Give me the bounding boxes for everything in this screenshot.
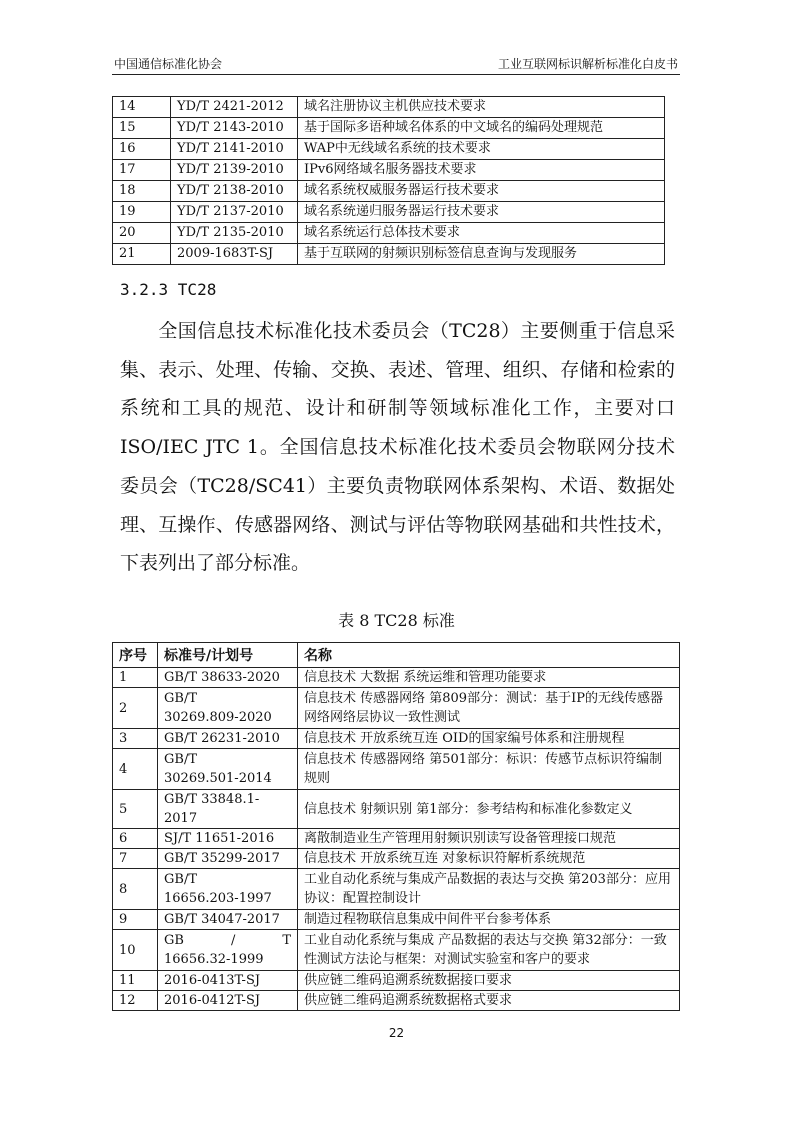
column-header: 标准号/计划号: [158, 643, 298, 668]
row-index: 5: [113, 790, 158, 829]
page-number: 22: [388, 1026, 405, 1040]
standard-name: 信息技术 传感器网络 第501部分：标识：传感节点标识符编制规则: [298, 749, 680, 790]
row-index: 4: [113, 749, 158, 790]
standard-name: IPv6网络域名服务器技术要求: [298, 160, 665, 181]
standard-number: GB/T 38633-2020: [158, 668, 298, 688]
row-index: 7: [113, 849, 158, 869]
row-index: 6: [113, 829, 158, 849]
header-doc-title: 工业互联网标识解析标准化白皮书: [497, 57, 678, 71]
row-index: 19: [113, 202, 171, 223]
standard-name: 域名系统运行总体技术要求: [298, 223, 665, 244]
standard-number: 2009-1683T-SJ: [171, 244, 298, 265]
standard-name: 信息技术 射频识别 第1部分：参考结构和标准化参数定义: [298, 790, 680, 829]
standard-name: 信息技术 开放系统互连 对象标识符解析系统规范: [298, 849, 680, 869]
page-header: [112, 52, 680, 75]
standard-number: YD/T 2139-2010: [171, 160, 298, 181]
standard-number-prefix: GB/T: [164, 691, 197, 706]
section-heading: 3.2.3 TC28: [120, 280, 217, 299]
standard-name: 基于国际多语种域名体系的中文域名的编码处理规范: [298, 118, 665, 139]
row-index: 3: [113, 729, 158, 749]
body-paragraph: [120, 312, 675, 583]
standard-number: YD/T 2138-2010: [171, 181, 298, 202]
table-row: [113, 181, 665, 202]
table-row: [113, 244, 665, 265]
standard-name: 域名系统权威服务器运行技术要求: [298, 181, 665, 202]
standard-name: 信息技术 开放系统互连 OID的国家编号体系和注册规程: [298, 729, 680, 749]
standard-number: YD/T 2135-2010: [171, 223, 298, 244]
table-row: [113, 118, 665, 139]
standard-name: 制造过程物联信息集成中间件平台参考体系: [298, 910, 680, 930]
standard-name: 信息技术 传感器网络 第809部分：测试：基于IP的无线传感器网络网络层协议一致性测试: [298, 688, 680, 729]
standard-number: SJ/T 11651-2016: [158, 829, 298, 849]
standard-name: 工业自动化系统与集成产品数据的表达与交换 第203部分：应用协议：配置控制设计: [298, 869, 680, 910]
standard-number-prefix: [164, 931, 291, 950]
table-row: [113, 729, 680, 749]
table-row: [113, 668, 680, 688]
table-row: [113, 930, 680, 971]
table-row: [113, 223, 665, 244]
table-row: [113, 160, 665, 181]
standard-name: 域名注册协议主机供应技术要求: [298, 97, 665, 118]
row-index: 18: [113, 181, 171, 202]
column-header: 名称: [298, 643, 680, 668]
row-index: 9: [113, 910, 158, 930]
standard-number-suffix: 16656.32-1999: [164, 952, 264, 967]
standard-name: 工业自动化系统与集成 产品数据的表达与交换 第32部分：一致性测试方法论与框架：对测试实验室和客户的要求: [298, 930, 680, 971]
table-row: [113, 849, 680, 869]
table-row: [113, 869, 680, 910]
table-header-row: [113, 643, 680, 668]
standard-number-suffix: 16656.203-1997: [164, 891, 272, 906]
standard-name: 供应链二维码追溯系统数据接口要求: [298, 971, 680, 991]
standard-number-suffix: 30269.809-2020: [164, 710, 272, 725]
table-row: [113, 790, 680, 829]
standard-number: [158, 930, 298, 971]
standards-table-continued: [112, 96, 665, 265]
standard-name: WAP中无线域名系统的技术要求: [298, 139, 665, 160]
table-caption: 表 8 TC28 标准: [338, 611, 455, 630]
table-row: [113, 910, 680, 930]
standard-number: GB/T 26231-2010: [158, 729, 298, 749]
header-org: 中国通信标准化协会: [114, 57, 223, 71]
standard-name: 域名系统递归服务器运行技术要求: [298, 202, 665, 223]
row-index: 20: [113, 223, 171, 244]
paragraph-text: 全国信息技术标准化技术委员会（TC28）主要侧重于信息采集、表示、处理、传输、交换、表述、管理、组织、存储和检索的系统和工具的规范、设计和研制等领域标准化工作，主要对口ISO/IEC JTC 1。全国信息技术标准化技术委员会物联网分技术委员会（TC28/SC41）主要负责物联网体系架构、术语、数据处理、互操作、传感器网络、测试与评估等物联网基础和共性技术，下表列出了部分标准。: [120, 320, 675, 575]
standard-number: YD/T 2141-2010: [171, 139, 298, 160]
standard-number: GB/T 33848.1-2017: [158, 790, 298, 829]
row-index: 21: [113, 244, 171, 265]
table-row: [113, 139, 665, 160]
row-index: 12: [113, 991, 158, 1011]
table-row: [113, 202, 665, 223]
row-index: 2: [113, 688, 158, 729]
column-header: 序号: [113, 643, 158, 668]
table-row: [113, 749, 680, 790]
prefix-part: /: [230, 933, 236, 948]
standard-name: 离散制造业生产管理用射频识别读写设备管理接口规范: [298, 829, 680, 849]
standard-name: 供应链二维码追溯系统数据格式要求: [298, 991, 680, 1011]
standard-number: GB/T 35299-2017: [158, 849, 298, 869]
row-index: 14: [113, 97, 171, 118]
table-row: [113, 971, 680, 991]
standard-number-prefix: GB/T: [164, 872, 197, 887]
table-row: [113, 97, 665, 118]
standard-number-suffix: 30269.501-2014: [164, 771, 272, 786]
prefix-part: T: [282, 933, 291, 948]
tc28-standards-table: [112, 642, 680, 1011]
row-index: 8: [113, 869, 158, 910]
standard-number: YD/T 2137-2010: [171, 202, 298, 223]
standard-name: 信息技术 大数据 系统运维和管理功能要求: [298, 668, 680, 688]
standard-number-prefix: GB/T: [164, 752, 197, 767]
standard-number: [158, 869, 298, 910]
row-index: 1: [113, 668, 158, 688]
standard-number: YD/T 2143-2010: [171, 118, 298, 139]
row-index: 17: [113, 160, 171, 181]
row-index: 11: [113, 971, 158, 991]
row-index: 10: [113, 930, 158, 971]
row-index: 15: [113, 118, 171, 139]
standard-name: 基于互联网的射频识别标签信息查询与发现服务: [298, 244, 665, 265]
standard-number: GB/T 34047-2017: [158, 910, 298, 930]
standard-number: YD/T 2421-2012: [171, 97, 298, 118]
standard-number: [158, 749, 298, 790]
table-row: [113, 688, 680, 729]
prefix-part: GB: [164, 933, 184, 948]
row-index: 16: [113, 139, 171, 160]
table-row: [113, 829, 680, 849]
standard-number: [158, 688, 298, 729]
standard-number: 2016-0412T-SJ: [158, 991, 298, 1011]
table-row: [113, 991, 680, 1011]
standard-number: 2016-0413T-SJ: [158, 971, 298, 991]
